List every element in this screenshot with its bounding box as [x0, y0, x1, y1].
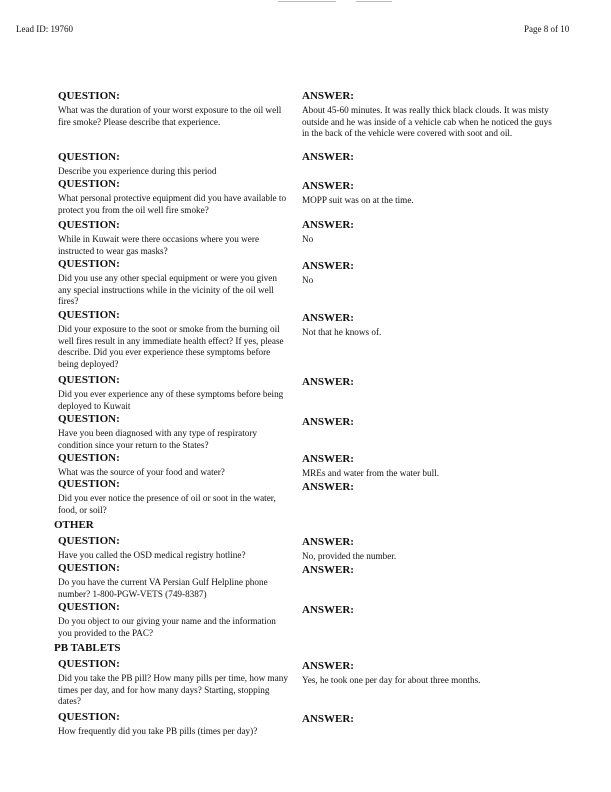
question-text: Do you object to our giving your name and the information you provided to the PAC?: [58, 616, 276, 638]
question-text: While in Kuwait were there occasions where you were instructed to wear gas masks?: [58, 234, 260, 256]
question-text: Do you have the current VA Persian Gulf Helpline phone number? 1-800-PGW-VETS (749-8387): [58, 577, 268, 599]
answer-text: Yes, he took one per day for about three months.: [302, 675, 481, 685]
answer-block: [302, 90, 552, 140]
answer-block: [302, 604, 552, 619]
answer-label: ANSWER:: [302, 660, 354, 672]
question-label: QUESTION:: [58, 535, 120, 547]
question-label: QUESTION:: [58, 478, 120, 490]
answer-text: Not that he knows of.: [302, 327, 382, 337]
question-text: What personal protective equipment did you have available to protect you from the oil well fire smoke?: [58, 193, 287, 215]
answer-text: MREs and water from the water bull.: [302, 468, 440, 478]
answer-label: ANSWER:: [302, 376, 354, 388]
question-block: [58, 309, 290, 370]
question-label: QUESTION:: [58, 309, 120, 321]
question-label: QUESTION:: [58, 219, 120, 231]
question-text: What was the duration of your worst exposure to the oil well fire smoke? Please describe that experience.: [58, 105, 282, 127]
answer-block: [302, 564, 552, 579]
answer-block: [302, 180, 552, 207]
answer-block: [302, 376, 552, 391]
question-block: [58, 658, 290, 708]
answer-label: ANSWER:: [302, 564, 354, 576]
answer-label: ANSWER:: [302, 180, 354, 192]
question-label: QUESTION:: [58, 601, 120, 613]
answer-block: [302, 453, 552, 480]
question-label: QUESTION:: [58, 711, 120, 723]
section-heading-other: OTHER: [54, 519, 94, 531]
top-rule-left: [278, 1, 336, 2]
question-block: [58, 219, 290, 257]
question-block: [58, 374, 290, 412]
answer-label: ANSWER:: [302, 416, 354, 428]
answer-text: About 45-60 minutes. It was really thick black clouds. It was misty outside and he was inside of a vehicle cab when he noticed the guys in the back of the vehicle were covered with soot and oil.: [302, 105, 552, 138]
answer-block: [302, 151, 552, 166]
answer-label: ANSWER:: [302, 481, 354, 493]
answer-label: ANSWER:: [302, 453, 354, 465]
question-label: QUESTION:: [58, 413, 120, 425]
question-block: [58, 178, 290, 216]
answer-block: [302, 660, 552, 687]
question-text: Did you ever notice the presence of oil or soot in the water, food, or soil?: [58, 493, 276, 515]
answer-text: No, provided the number.: [302, 551, 397, 561]
question-text: Did you use any other special equipment or were you given any special instructions while in the vicinity of the oil well fires?: [58, 273, 277, 306]
question-text: Describe you experience during this period: [58, 166, 217, 176]
answer-label: ANSWER:: [302, 312, 354, 324]
question-label: QUESTION:: [58, 374, 120, 386]
question-text: Did you ever experience any of these symptoms before being deployed to Kuwait: [58, 389, 284, 411]
answer-block: [302, 312, 552, 339]
question-block: [58, 535, 290, 562]
question-text: How frequently did you take PB pills (times per day)?: [58, 726, 258, 736]
answer-label: ANSWER:: [302, 536, 354, 548]
question-block: [58, 478, 290, 516]
answer-label: ANSWER:: [302, 90, 354, 102]
answer-block: [302, 416, 552, 431]
question-block: [58, 413, 290, 451]
question-text: Did your exposure to the soot or smoke from the burning oil well fires result in any immediate health effect? If yes, please describe. Did you ever experience these symptoms before being deployed?: [58, 324, 284, 369]
question-block: [58, 601, 290, 639]
answer-label: ANSWER:: [302, 151, 354, 163]
question-text: Have you been diagnosed with any type of respiratory condition since your return to the States?: [58, 428, 258, 450]
question-block: [58, 711, 290, 738]
question-text: Did you take the PB pill? How many pills per time, how many times per day, and for how many days? Starting, stopping dates?: [58, 673, 288, 706]
question-label: QUESTION:: [58, 90, 120, 102]
answer-block: [302, 260, 552, 287]
question-block: [58, 258, 290, 308]
answer-block: [302, 481, 552, 496]
question-block: [58, 562, 290, 600]
question-label: QUESTION:: [58, 151, 120, 163]
answer-label: ANSWER:: [302, 219, 354, 231]
answer-text: No: [302, 275, 314, 285]
answer-label: ANSWER:: [302, 260, 354, 272]
answer-text: MOPP suit was on at the time.: [302, 195, 414, 205]
answer-block: [302, 713, 552, 728]
question-label: QUESTION:: [58, 658, 120, 670]
answer-text: No: [302, 234, 314, 244]
answer-label: ANSWER:: [302, 713, 354, 725]
question-text: Have you called the OSD medical registry hotline?: [58, 550, 246, 560]
question-label: QUESTION:: [58, 452, 120, 464]
question-text: What was the source of your food and water?: [58, 467, 225, 477]
answer-label: ANSWER:: [302, 604, 354, 616]
question-block: [58, 151, 290, 178]
section-heading-pb-tablets: PB TABLETS: [54, 642, 121, 654]
page-number: Page 8 of 10: [524, 24, 570, 34]
top-rule-right: [356, 1, 392, 2]
question-label: QUESTION:: [58, 258, 120, 270]
question-block: [58, 90, 290, 128]
lead-id: Lead ID: 19760: [16, 24, 73, 34]
answer-block: [302, 536, 552, 563]
answer-block: [302, 219, 552, 246]
question-label: QUESTION:: [58, 562, 120, 574]
question-block: [58, 452, 290, 479]
question-label: QUESTION:: [58, 178, 120, 190]
